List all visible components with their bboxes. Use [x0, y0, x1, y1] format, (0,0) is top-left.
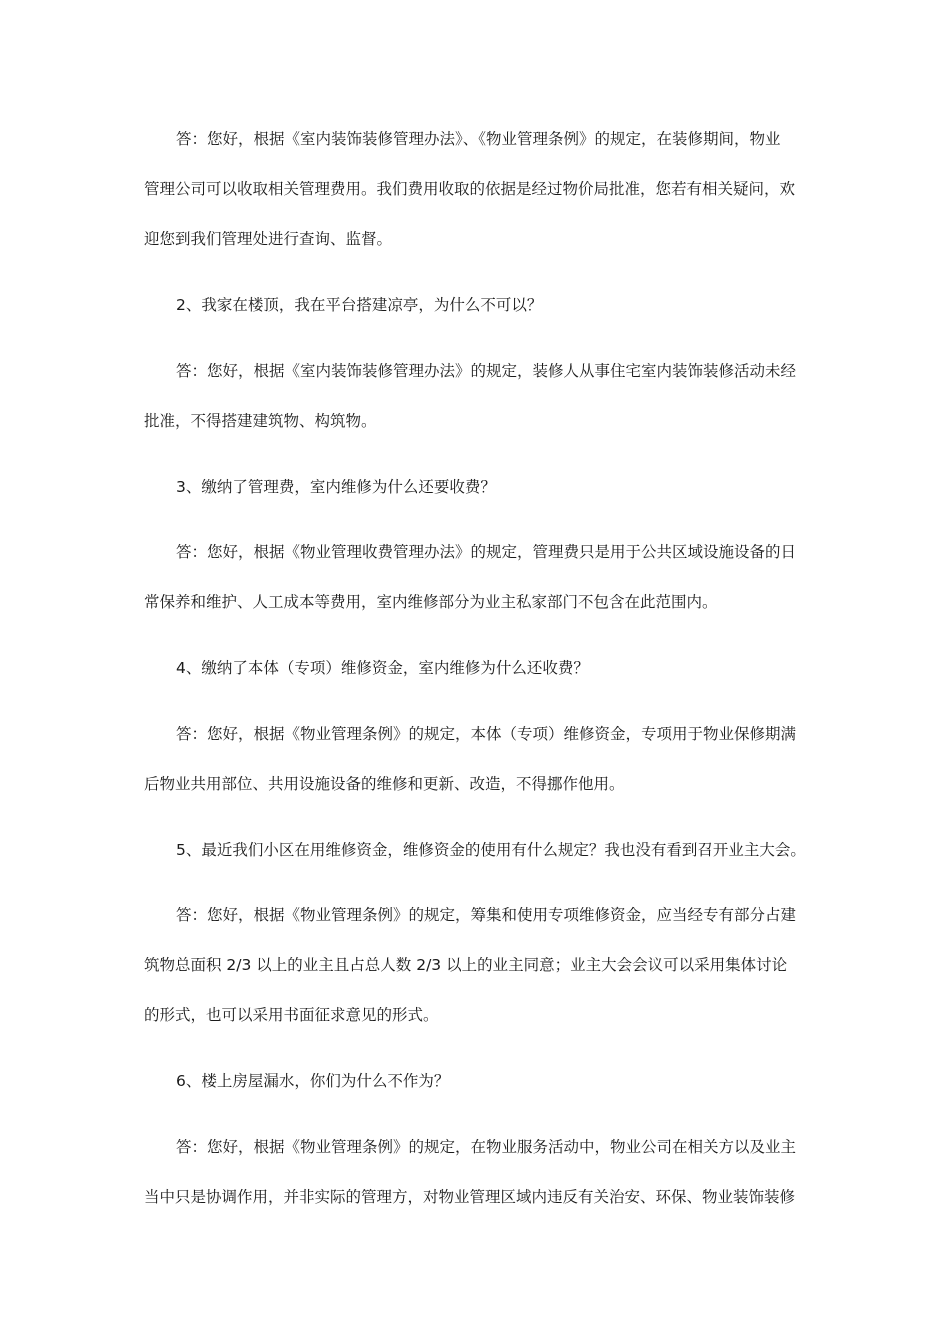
question-2: 2、我家在楼顶，我在平台搭建凉亭，为什么不可以？: [176, 296, 543, 314]
answer-3-line-2: 常保养和维护、人工成本等费用，室内维修部分为业主私家部门不包含在此范围内。: [144, 593, 718, 611]
answer-1-line-2: 管理公司可以收取相关管理费用。我们费用收取的依据是经过物价局批准，您若有相关疑问，欢: [144, 180, 796, 198]
answer-1-line-3: 迎您到我们管理处进行查询、监督。: [144, 230, 393, 248]
answer-2-line-1: 答：您好，根据《室内装饰装修管理办法》的规定，装修人从事住宅室内装饰装修活动未经: [176, 362, 797, 380]
question-3: 3、缴纳了管理费，室内维修为什么还要收费？: [176, 478, 496, 496]
question-5: 5、最近我们小区在用维修资金，维修资金的使用有什么规定？我也没有看到召开业主大会。: [176, 841, 806, 859]
answer-6-line-2: 当中只是协调作用，并非实际的管理方，对物业管理区域内违反有关治安、环保、物业装饰装修: [144, 1188, 796, 1206]
answer-4-line-2: 后物业共用部位、共用设施设备的维修和更新、改造，不得挪作他用。: [144, 775, 625, 793]
answer-1-line-1: 答：您好，根据《室内装饰装修管理办法》、《物业管理条例》的规定，在装修期间，物业: [176, 130, 781, 148]
question-4: 4、缴纳了本体（专项）维修资金，室内维修为什么还收费？: [176, 659, 589, 677]
answer-6-line-1: 答：您好，根据《物业管理条例》的规定，在物业服务活动中，物业公司在相关方以及业主: [176, 1138, 797, 1156]
answer-5-line-1: 答：您好，根据《物业管理条例》的规定，筹集和使用专项维修资金，应当经专有部分占建: [176, 906, 797, 924]
question-6: 6、楼上房屋漏水，你们为什么不作为？: [176, 1072, 450, 1090]
answer-5-line-3: 的形式，也可以采用书面征求意见的形式。: [144, 1006, 439, 1024]
answer-3-line-1: 答：您好，根据《物业管理收费管理办法》的规定，管理费只是用于公共区域设施设备的日: [176, 543, 797, 561]
answer-2-line-2: 批准，不得搭建建筑物、构筑物。: [144, 412, 377, 430]
answer-5-line-2: 筑物总面积 2/3 以上的业主且占总人数 2/3 以上的业主同意；业主大会会议可以采用集体讨论: [144, 956, 788, 974]
answer-4-line-1: 答：您好，根据《物业管理条例》的规定，本体（专项）维修资金，专项用于物业保修期满: [176, 725, 797, 743]
